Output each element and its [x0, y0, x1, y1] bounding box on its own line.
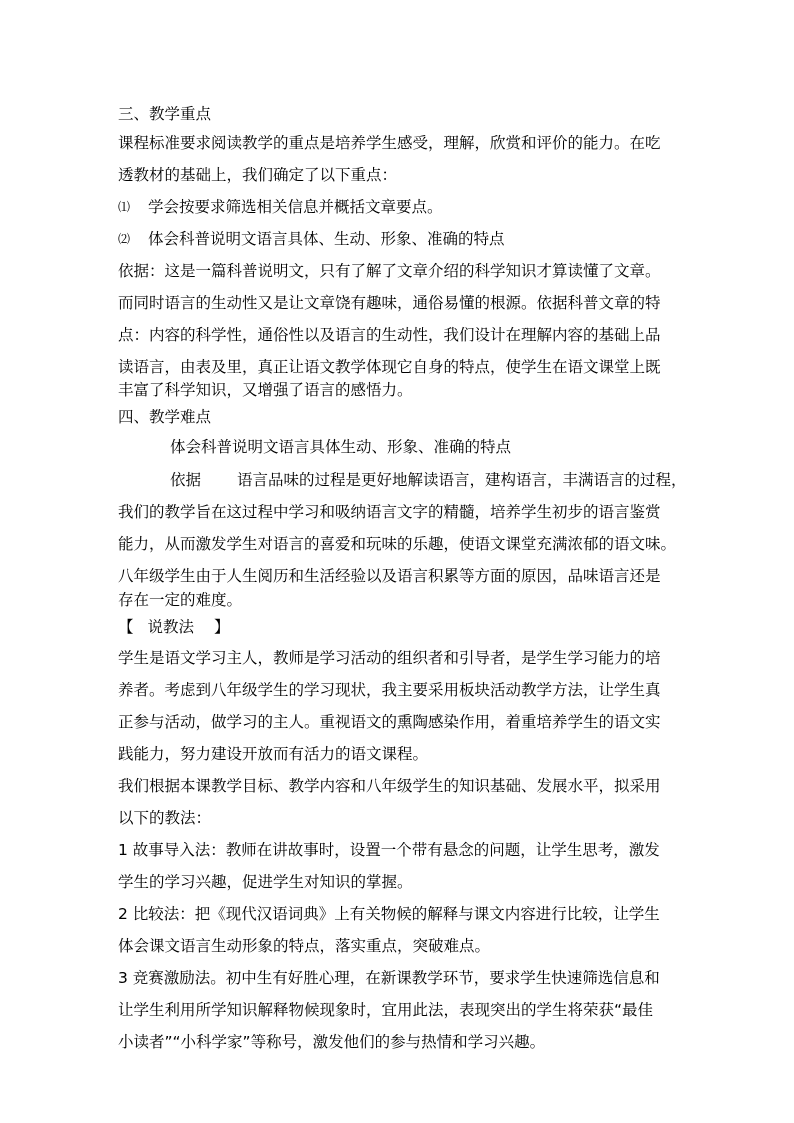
paragraph-line: 依据：这是一篇科普说明文，只有了解了文章介绍的科学知识才算读懂了文章。: [118, 262, 661, 280]
paragraph-line: 养者。考虑到八年级学生的学习现状，我主要采用板块活动教学方法，让学生真: [118, 681, 661, 699]
list-number-label: ⑴: [118, 200, 131, 214]
paragraph-line: 读语言，由表及里，真正让语文教学体现它自身的特点，使学生在语文课堂上既: [118, 358, 661, 376]
paragraph-line: 体会课文语言生动形象的特点，落实重点，突破难点。: [118, 937, 491, 955]
basis-text: 语言品味的过程是更好地解读语言，建构语言，丰满语言的过程，: [237, 471, 687, 489]
heading-text: 说教法: [147, 618, 195, 636]
paragraph-line: 丰富了科学知识，又增强了语言的感悟力。: [118, 381, 413, 399]
paragraph-line: 让学生利用所学知识解释物候现象时，宜用此法，表现突出的学生将荣获“最佳: [118, 1001, 654, 1019]
paragraph-line: 学生的学习兴趣，促进学生对知识的掌握。: [118, 873, 413, 891]
section-heading-key-points: 三、教学重点: [118, 105, 212, 123]
list-item-1: [118, 194, 678, 220]
paragraph-line: 体会科普说明文语言具体生动、形象、准确的特点: [170, 438, 512, 456]
paragraph-line: 我们的教学旨在这过程中学习和吸纳语言文字的精髓，培养学生初步的语言鉴赏: [118, 503, 661, 521]
paragraph-line: 小读者”“小科学家”等称号，激发他们的参与热情和学习兴趣。: [118, 1033, 546, 1051]
list-item-text: 体会科普说明文语言具体、生动、形象、准确的特点: [148, 230, 505, 248]
paragraph-line: 点：内容的科学性，通俗性以及语言的生动性，我们设计在理解内容的基础上品: [118, 326, 661, 344]
list-item-2: [118, 226, 678, 252]
paragraph-line: 而同时语言的生动性又是让文章饶有趣味，通俗易懂的根源。依据科普文章的特: [118, 294, 661, 312]
paragraph-line: 能力，从而激发学生对语言的喜爱和玩味的乐趣，使语文课堂充满浓郁的语文味。: [118, 535, 677, 553]
bracket-close: 】: [214, 618, 230, 636]
paragraph-line: 践能力，努力建设开放而有活力的语文课程。: [118, 745, 429, 763]
paragraph-line: 八年级学生由于人生阅历和生活经验以及语言积累等方面的原因，品味语言还是: [118, 567, 661, 585]
bracket-open: 【: [118, 618, 134, 636]
list-item-text: 学会按要求筛选相关信息并概括文章要点。: [148, 198, 443, 216]
method-item-3: 3 竞赛激励法。初中生有好胜心理，在新课教学环节，要求学生快速筛选信息和: [118, 969, 660, 987]
section-heading-difficulty: 四、教学难点: [118, 408, 212, 426]
list-number-label: ⑵: [118, 232, 131, 246]
paragraph-line: 透教材的基础上，我们确定了以下重点：: [118, 166, 398, 184]
paragraph-line: 存在一定的难度。: [118, 591, 243, 609]
paragraph-line: 我们根据本课教学目标、教学内容和八年级学生的知识基础、发展水平，拟采用: [118, 777, 661, 795]
paragraph-line: 以下的教法：: [118, 809, 212, 827]
method-item-1: 1 故事导入法：教师在讲故事时，设置一个带有悬念的问题，让学生思考，激发: [118, 841, 660, 859]
method-item-2: 2 比较法：把《现代汉语词典》上有关物候的解释与课文内容进行比较，让学生: [118, 905, 660, 923]
paragraph-line: 学生是语文学习主人，教师是学习活动的组织者和引导者，是学生学习能力的培: [118, 649, 661, 667]
paragraph-line: 课程标准要求阅读教学的重点是培养学生感受，理解，欣赏和评价的能力。在吃: [118, 134, 661, 152]
paragraph-line: 正参与活动，做学习的主人。重视语文的熏陶感染作用，着重培养学生的语文实: [118, 713, 661, 731]
basis-line: [170, 467, 730, 493]
section-heading-teaching-method: [118, 614, 678, 640]
basis-label: 依据: [170, 471, 202, 489]
